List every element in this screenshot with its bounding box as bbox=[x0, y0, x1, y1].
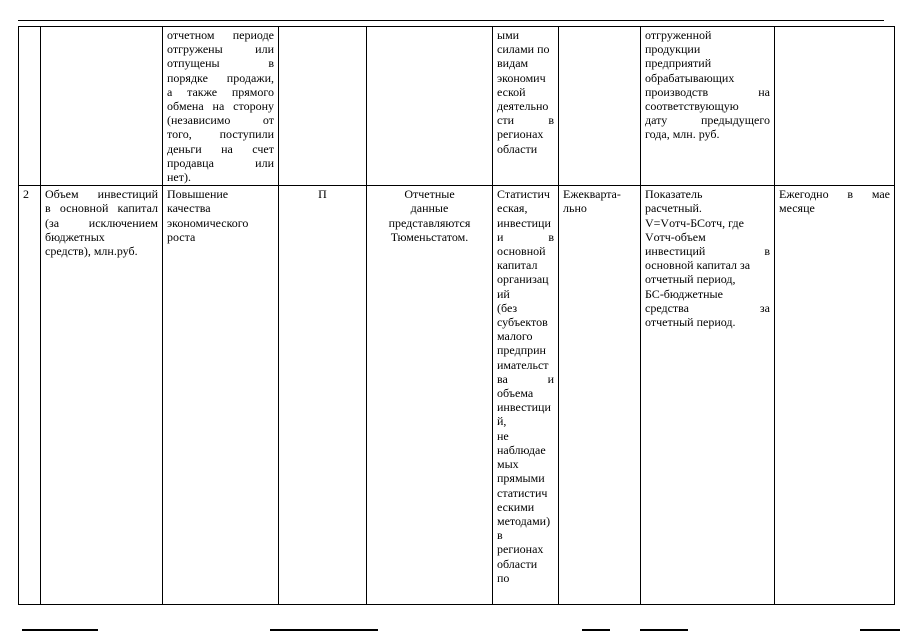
text-line: Повышение bbox=[167, 187, 229, 202]
text-line: инвестици bbox=[497, 215, 551, 230]
text-line: Объем инвестиций bbox=[45, 187, 158, 202]
text-line: деньги на счет bbox=[167, 141, 274, 156]
text-line: порядке продажи, bbox=[167, 70, 274, 85]
text-line: й, bbox=[497, 414, 507, 429]
text-line: методами) bbox=[497, 513, 551, 528]
cell-deadline bbox=[775, 27, 895, 186]
text-line: Vотч-объем bbox=[645, 229, 706, 244]
text-line: инвестици bbox=[497, 400, 551, 415]
cell-type bbox=[279, 27, 367, 186]
text-line: области bbox=[497, 141, 538, 156]
text-line: отгруженной bbox=[645, 28, 712, 42]
text-line: ий bbox=[497, 286, 510, 301]
indicator-type: П bbox=[318, 187, 327, 202]
text-line: Статистич bbox=[497, 187, 550, 202]
text-line: капитал bbox=[497, 258, 538, 273]
cell-goal bbox=[163, 186, 279, 605]
text-line: и в bbox=[497, 229, 554, 244]
footer-rule bbox=[640, 629, 688, 631]
text-line: предприятий bbox=[645, 56, 712, 71]
text-line: бюджетных bbox=[45, 229, 105, 244]
text-line: деятельно bbox=[497, 99, 549, 114]
text-line: инвестиций в bbox=[645, 244, 770, 259]
cell-deadline bbox=[775, 186, 895, 605]
cell-frequency bbox=[559, 186, 641, 605]
text-line: имательст bbox=[497, 357, 549, 372]
text-line: статистич bbox=[497, 485, 548, 500]
text-line: расчетный. bbox=[645, 201, 702, 216]
top-border-line bbox=[18, 20, 884, 21]
cell-num bbox=[19, 186, 41, 605]
cell-calculation bbox=[641, 27, 775, 186]
text-line: регионах bbox=[497, 542, 544, 557]
text-line: качества bbox=[167, 201, 211, 216]
text-line: Отчетные bbox=[404, 187, 455, 202]
text-line: ва и bbox=[497, 371, 554, 386]
cell-frequency bbox=[559, 27, 641, 186]
text-line: ескими bbox=[497, 499, 535, 514]
text-line: дату предыдущего bbox=[645, 113, 770, 128]
text-line: V=Vотч-БСотч, где bbox=[645, 215, 744, 230]
text-line: мых bbox=[497, 457, 519, 472]
cell-indicator bbox=[41, 186, 163, 605]
cell-calculation bbox=[641, 186, 775, 605]
footer-rule bbox=[22, 629, 98, 631]
text-line: в bbox=[497, 528, 503, 543]
text-line: предприн bbox=[497, 343, 546, 358]
text-line: производств на bbox=[645, 84, 770, 99]
text-line: обрабатывающих bbox=[645, 70, 735, 85]
text-line: прямыми bbox=[497, 471, 545, 486]
cell-source bbox=[367, 27, 493, 186]
text-line: основной капитал за bbox=[645, 258, 751, 273]
text-line: средств), млн.руб. bbox=[45, 244, 138, 259]
text-line: средства за bbox=[645, 300, 770, 315]
table-row bbox=[19, 27, 895, 186]
text-line: экономич bbox=[497, 70, 546, 85]
text-line: сти в bbox=[497, 113, 554, 128]
text-line: представляются bbox=[388, 215, 471, 230]
text-line: наблюдае bbox=[497, 442, 546, 457]
text-line: соответствующую bbox=[645, 99, 739, 114]
cell-method bbox=[493, 186, 559, 605]
text-line: а также прямого bbox=[167, 84, 274, 99]
text-line: субъектов bbox=[497, 315, 548, 330]
text-line: в основной капитал bbox=[45, 201, 158, 216]
cell-indicator bbox=[41, 27, 163, 186]
text-line: регионах bbox=[497, 127, 544, 142]
text-line: еская, bbox=[497, 201, 528, 216]
footer-rule bbox=[582, 629, 610, 631]
text-line: экономического bbox=[167, 215, 249, 230]
text-line: организац bbox=[497, 272, 549, 287]
text-line: того, поступили bbox=[167, 127, 274, 142]
text-line: продавца или bbox=[167, 155, 274, 170]
text-line: Ежегодно в мае bbox=[779, 187, 890, 202]
text-line: (без bbox=[497, 300, 518, 315]
text-line: видам bbox=[497, 56, 529, 71]
text-line: (независимо от bbox=[167, 113, 274, 128]
cell-source bbox=[367, 186, 493, 605]
text-line: отчетный период, bbox=[645, 272, 736, 287]
text-line: льно bbox=[563, 201, 587, 216]
text-line: роста bbox=[167, 229, 196, 244]
text-line: данные bbox=[410, 201, 449, 216]
cell-goal bbox=[163, 27, 279, 186]
text-line: ыми bbox=[497, 28, 520, 42]
indicators-table bbox=[18, 26, 895, 605]
text-line: продукции bbox=[645, 42, 701, 57]
text-line: (за исключением bbox=[45, 215, 158, 230]
cell-num bbox=[19, 27, 41, 186]
text-line: БС-бюджетные bbox=[645, 286, 723, 301]
table-row bbox=[19, 186, 895, 605]
text-line: силами по bbox=[497, 42, 550, 57]
cell-method bbox=[493, 27, 559, 186]
text-line: объема bbox=[497, 386, 534, 401]
text-line: отчетном периоде bbox=[167, 28, 274, 42]
text-line: отчетный период. bbox=[645, 315, 736, 330]
text-line: Ежеквартa- bbox=[563, 187, 621, 202]
text-line: года, млн. руб. bbox=[645, 127, 720, 142]
text-line: еской bbox=[497, 84, 526, 99]
text-line: месяце bbox=[779, 201, 815, 216]
text-line: Показатель bbox=[645, 187, 703, 202]
footer-rule bbox=[270, 629, 378, 631]
text-line: отпущены в bbox=[167, 56, 274, 71]
text-line: основной bbox=[497, 244, 546, 259]
text-line: нет). bbox=[167, 170, 191, 185]
text-line: не bbox=[497, 428, 509, 443]
text-line: обмена на сторону bbox=[167, 99, 274, 114]
text-line: области bbox=[497, 556, 538, 571]
text-line: Тюменьстатом. bbox=[390, 229, 469, 244]
text-line: по bbox=[497, 570, 510, 585]
text-line: отгружены или bbox=[167, 42, 274, 57]
text-line: малого bbox=[497, 329, 533, 344]
cell-type bbox=[279, 186, 367, 605]
row-number: 2 bbox=[23, 187, 29, 202]
footer-rule bbox=[860, 629, 900, 631]
